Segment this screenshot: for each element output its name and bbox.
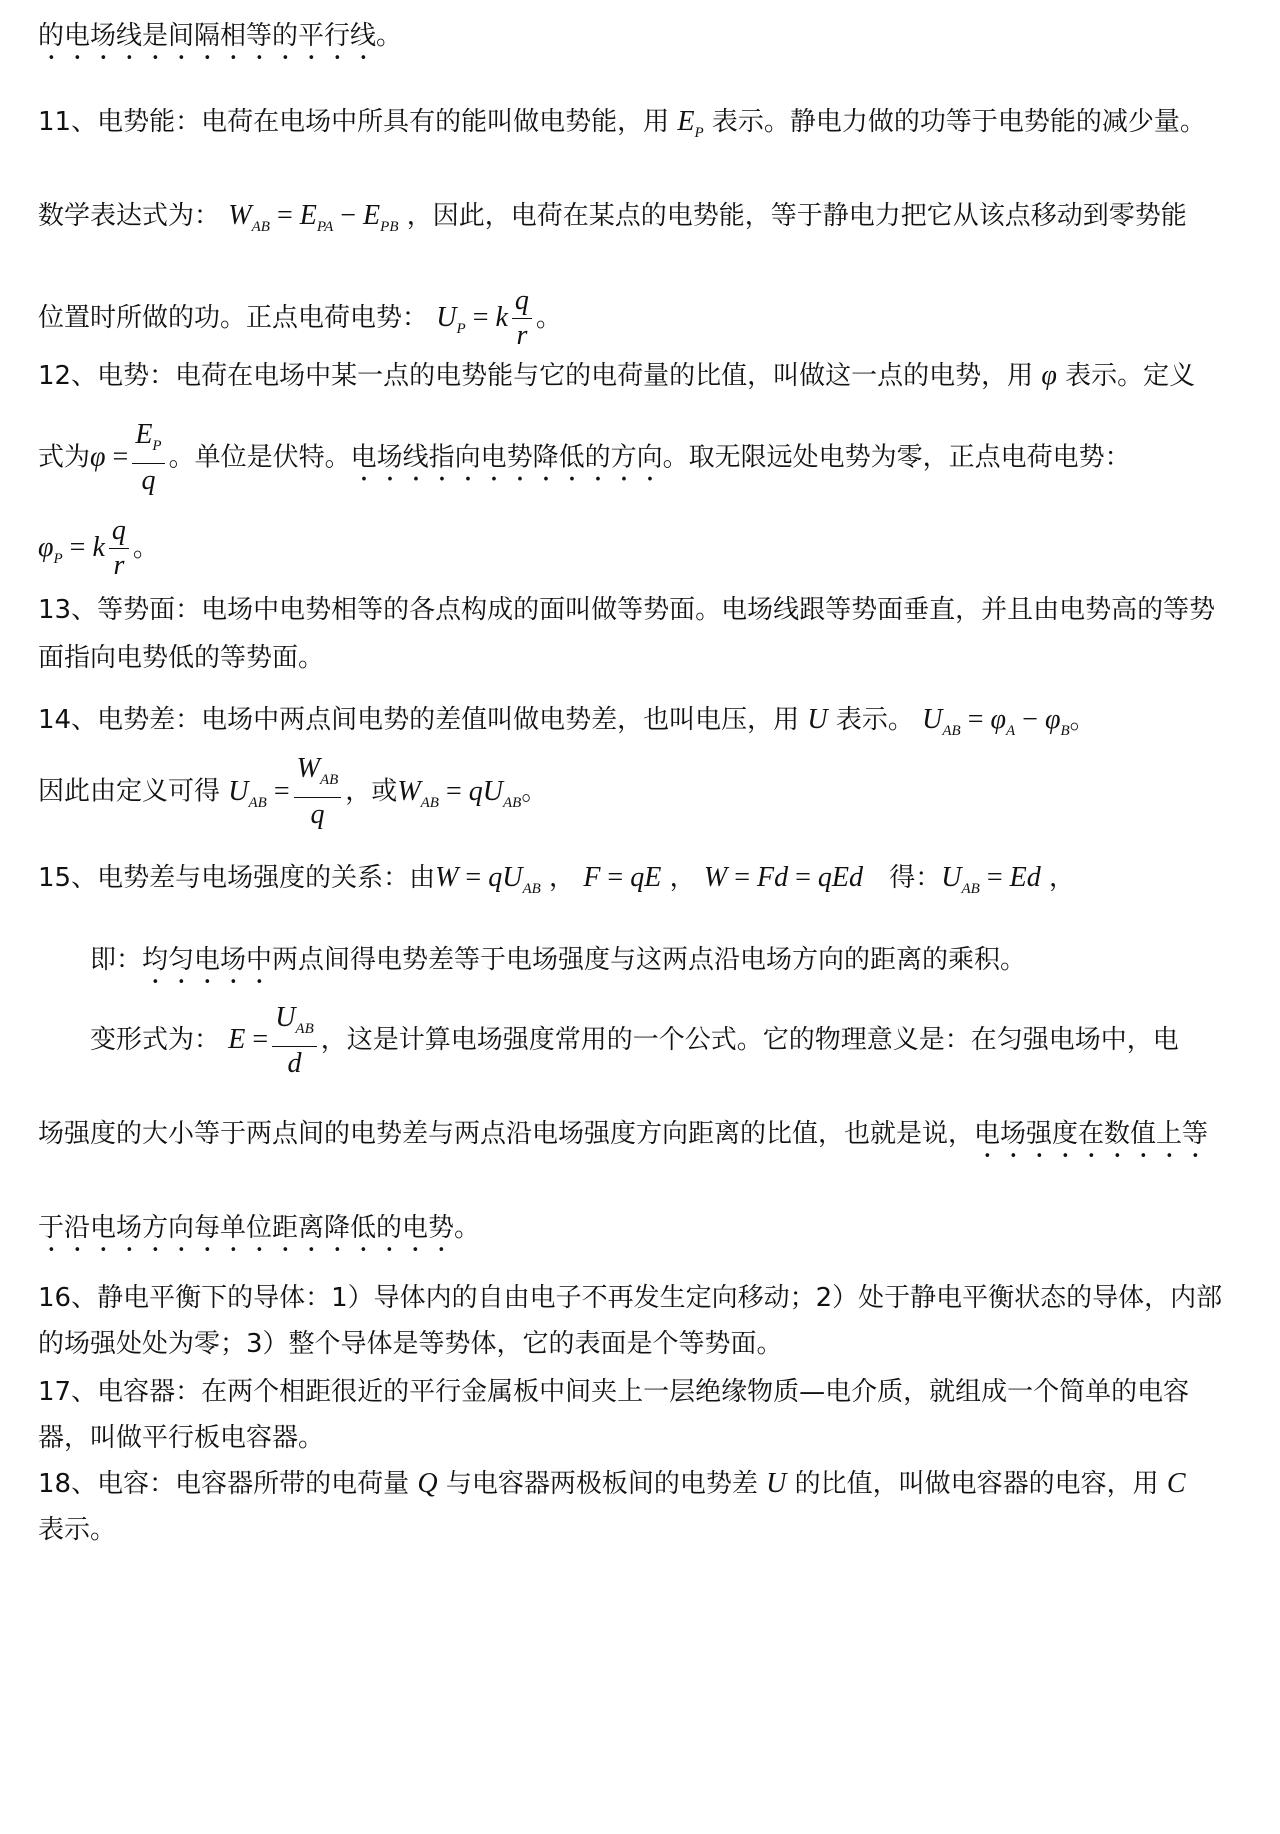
text: ，这是计算电场强度常用的一个公式。它的物理意义是：在匀强电场中，电 — [320, 1025, 1179, 1055]
text: 。单位是伏特。 — [168, 442, 351, 473]
item-14-def-line: 因此由定义可得 $U_{AB}$ = $\frac{W_{AB}}{q}$ ，或$W_{AB} = qU_{AB}$。 — [38, 753, 548, 830]
formula-f-qe: F = qE — [583, 862, 662, 893]
item-16-line — [38, 1280, 1242, 1316]
text: 的场强处处为零；3）整个导体是等势体，它的表面是个等势面。 — [38, 1329, 783, 1359]
text: 两点间得电势差等于电场强度与这两点沿电场方向的距离的乘积。 — [272, 945, 1027, 975]
fraction-wab-q: $\frac{W_{AB}}{q}$ — [294, 752, 342, 832]
text: 位置时所做的功。正点电荷电势： — [38, 303, 429, 333]
text: 表示。定义 — [1065, 361, 1196, 391]
text: 器，叫做平行板电容器。 — [38, 1423, 325, 1453]
text: 的比值，叫做电容器的电容，用 — [794, 1469, 1159, 1499]
text: 17、电容器：在两个相距很近的平行金属板中间夹上一层绝缘物质—电介质，就组成一个简单的电容 — [38, 1377, 1190, 1407]
item-14-line: 14、电势差：电场中两点间电势的差值叫做电势差，也叫电压，用 U 表示。 $U_{AB} = \varphi_A - \varphi_B$。 — [38, 704, 1096, 739]
formula-phi: φ = — [90, 441, 129, 473]
item-11-end-line: 位置时所做的功。正点电荷电势： $U_P = k$ $\frac{q}{r}$ 。 — [38, 285, 562, 351]
text: 。 — [454, 1213, 481, 1243]
text: 18、电容：电容器所带的电荷量 — [38, 1469, 410, 1499]
emphasized-text: 电场强度在数值上等 — [974, 1119, 1209, 1149]
item-15-meaning-line — [90, 942, 1242, 990]
text: 表示。静电力做的功等于电势能的减少量。 — [711, 107, 1206, 137]
formula-wab: $W_{AB} = E_{PA} - E_{PB}$ — [228, 200, 399, 235]
item-13-line-2 — [38, 640, 1242, 676]
text: 15、电势差与电场强度的关系：由 — [38, 863, 436, 893]
text: 因此由定义可得 — [38, 776, 221, 807]
item-11-formula-line — [38, 198, 1242, 245]
text: 表示。 — [835, 705, 914, 735]
symbol-u-2: U — [766, 1468, 787, 1499]
text: 与电容器两极板间的电势差 — [445, 1469, 758, 1499]
text: 即： — [90, 945, 143, 975]
text: 。取无限远处电势为零，正点电荷电势： — [662, 442, 1131, 473]
text: 14、电势差：电场中两点间电势的差值叫做电势差，也叫电压，用 — [38, 705, 800, 735]
fraction-q-r-2: $\frac{q}{r}$ — [109, 514, 129, 583]
fraction-q-r: $\frac{q}{r}$ — [512, 284, 532, 353]
text: ，因此，电荷在某点的电势能，等于静电力把它从该点移动到零势能 — [406, 201, 1187, 231]
text: 12、电势：电荷在电场中某一点的电势能与它的电荷量的比值，叫做这一点的电势，用 — [38, 361, 1034, 391]
text-line — [38, 18, 1242, 66]
emphasized-text: 于沿电场方向每单位距离降低的电势 — [38, 1213, 455, 1243]
symbol-u: U — [807, 704, 828, 735]
text: 16、静电平衡下的导体：1）导体内的自由电子不再发生定向移动；2）处于静电平衡状态的导体，内部 — [38, 1283, 1223, 1313]
text: 变形式为： — [90, 1025, 221, 1055]
item-16-line-2 — [38, 1326, 1242, 1362]
item-18-line — [38, 1466, 1242, 1502]
item-17-line-2 — [38, 1420, 1242, 1456]
symbol-q: Q — [417, 1468, 438, 1499]
emphasized-text: 均匀电场中 — [142, 945, 273, 975]
text: 场强度的大小等于两点间的电势差与两点沿电场强度方向距离的比值，也就是说， — [38, 1119, 975, 1149]
emphasized-text: 电场线指向电势降低的方向 — [350, 442, 663, 473]
item-15-end-line — [38, 1210, 1242, 1258]
formula-uab-ed: $U_{AB} = Ed$ — [941, 862, 1041, 897]
formula-w-fd: W = Fd = qEd — [703, 862, 863, 893]
formula-phi-p: $\varphi_P = k$ — [38, 532, 105, 567]
text: 11、电势能：电荷在电场中所具有的能叫做电势能，用 — [38, 107, 670, 137]
formula-up: $U_P = k$ — [436, 302, 508, 337]
item-11-line — [38, 104, 1242, 151]
symbol-c: C — [1166, 1468, 1186, 1499]
text: 式为 — [38, 442, 91, 473]
text: 13、等势面：电场中电势相等的各点构成的面叫做等势面。电场线跟等势面垂直，并且由电势高的等势 — [38, 595, 1216, 625]
text: 面指向电势低的等势面。 — [38, 643, 325, 673]
fraction-ep-q: $\frac{E_P}{q}$ — [132, 418, 164, 498]
item-18-line-2 — [38, 1512, 1242, 1548]
item-12-def-line — [38, 418, 1242, 496]
item-13-line — [38, 592, 1242, 628]
formula-uab-def: $U_{AB}$ = — [228, 775, 290, 811]
symbol-phi: φ — [1041, 360, 1057, 391]
item-15-text-line — [38, 1116, 1242, 1164]
item-17-line — [38, 1374, 1242, 1410]
item-12-potential-line: $\varphi_P = k$ $\frac{q}{r}$ 。 — [38, 515, 159, 581]
text: 得： — [889, 863, 942, 893]
emphasized-text: 的电场线是间隔相等的平行线。 — [38, 21, 403, 51]
item-15-line: 15、电势差与电场强度的关系：由$W = qU_{AB}$ ， F = qE ， W = Fd = qEd 得：$U_{AB} = Ed$ ， — [38, 862, 1076, 897]
text: 数学表达式为： — [38, 201, 221, 231]
formula-uab: $U_{AB} = \varphi_A - \varphi_B$ — [922, 704, 1070, 739]
formula-wab-quab: $W_{AB} = qU_{AB}$ — [397, 775, 522, 811]
text: 表示。 — [38, 1515, 117, 1545]
item-12-line — [38, 358, 1242, 394]
item-15-variant-line — [90, 1000, 1242, 1080]
text: ，或 — [345, 776, 398, 807]
formula-e: E = — [228, 1024, 269, 1055]
formula-w-quab: $W = qU_{AB}$ — [435, 862, 541, 897]
fraction-uab-d: $\frac{U_{AB}}{d}$ — [272, 1001, 317, 1081]
formula-ep: $E_P$ — [677, 106, 704, 141]
